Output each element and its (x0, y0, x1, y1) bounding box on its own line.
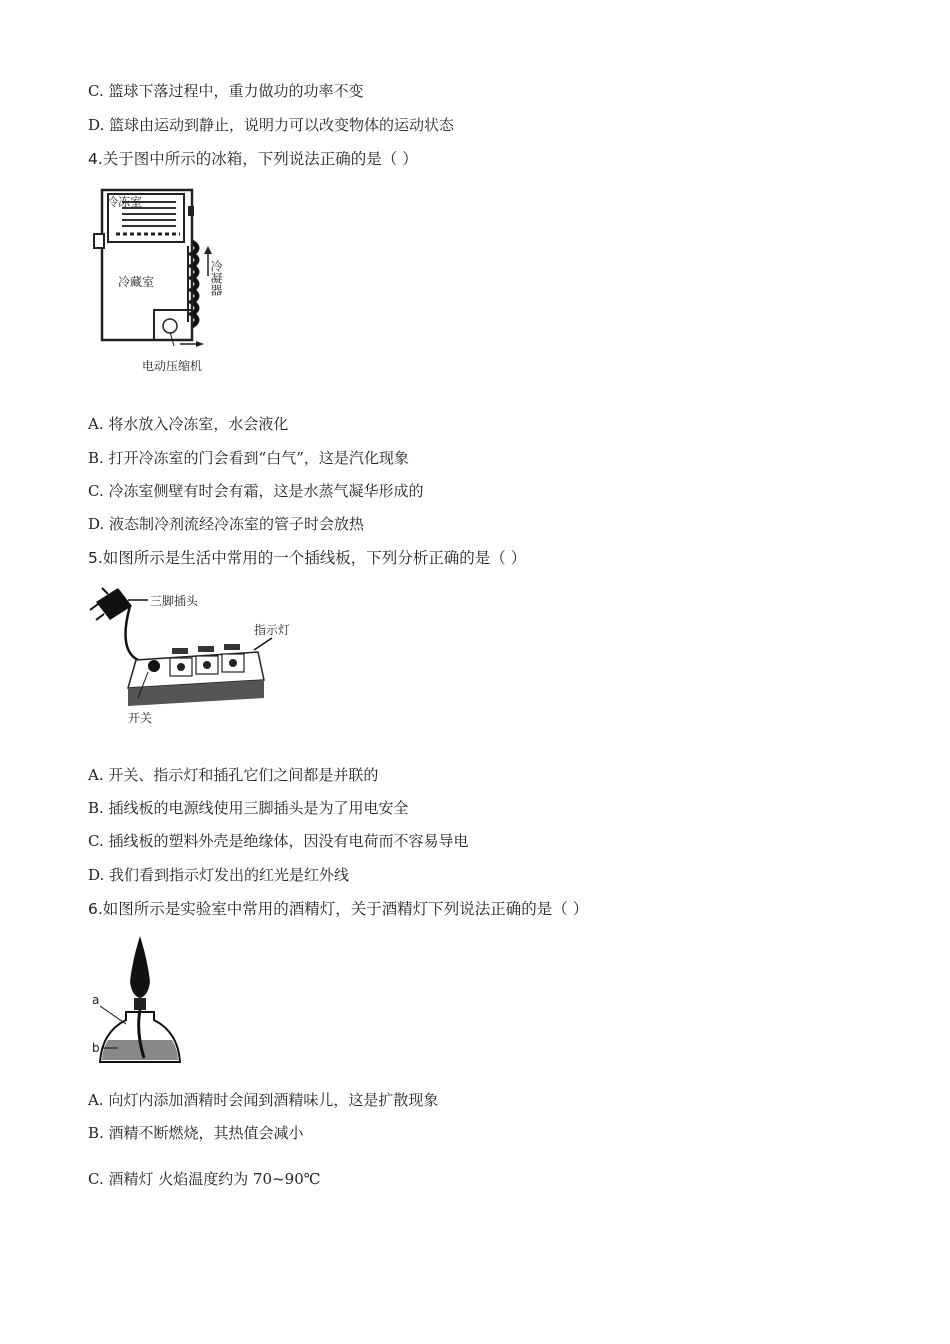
option-d: D. 我们看到指示灯发出的红光是红外线 (88, 866, 350, 884)
option-c: C. 篮球下落过程中，重力做功的功率不变 (88, 82, 364, 100)
condenser-label: 冷凝器 (209, 260, 223, 296)
refrigerator-figure (92, 186, 232, 378)
option-a: A. 将水放入冷冻室，水会液化 (88, 415, 289, 433)
freezer-label: 冷冻室 (106, 195, 143, 209)
option-d: D. 液态制冷剂流经冷冻室的管子时会放热 (88, 515, 365, 533)
compressor-label: 电动压缩机 (142, 359, 203, 373)
option-b: B. 酒精不断燃烧，其热值会减小 (88, 1124, 304, 1142)
label-b: b (92, 1041, 100, 1055)
plug-label: 三脚插头 (150, 594, 199, 608)
option-a: A. 向灯内添加酒精时会闻到酒精味儿，这是扩散现象 (88, 1091, 439, 1109)
label-a: a (92, 993, 100, 1007)
indicator-label: 指示灯 (254, 623, 291, 637)
question-4-stem: 4.关于图中所示的冰箱，下列说法正确的是（ ） (88, 150, 418, 168)
option-d: D. 篮球由运动到静止，说明力可以改变物体的运动状态 (88, 116, 455, 134)
question-5-stem: 5.如图所示是生活中常用的一个插线板，下列分析正确的是（ ） (88, 549, 527, 567)
power-strip-figure (88, 580, 308, 730)
option-c: C. 酒精灯 火焰温度约为 70~90℃ (88, 1170, 321, 1188)
option-c: C. 冷冻室侧壁有时会有霜，这是水蒸气凝华形成的 (88, 482, 424, 500)
question-6-stem: 6.如图所示是实验室中常用的酒精灯，关于酒精灯下列说法正确的是（ ） (88, 900, 589, 918)
option-b: B. 插线板的电源线使用三脚插头是为了用电安全 (88, 799, 409, 817)
fridge-label: 冷藏室 (118, 275, 155, 289)
option-c: C. 插线板的塑料外壳是绝缘体，因没有电荷而不容易导电 (88, 832, 469, 850)
alcohol-lamp-figure (88, 932, 188, 1072)
option-b: B. 打开冷冻室的门会看到“白气”，这是汽化现象 (88, 449, 409, 467)
option-a: A. 开关、指示灯和插孔它们之间都是并联的 (88, 766, 379, 784)
switch-label: 开关 (128, 711, 153, 725)
